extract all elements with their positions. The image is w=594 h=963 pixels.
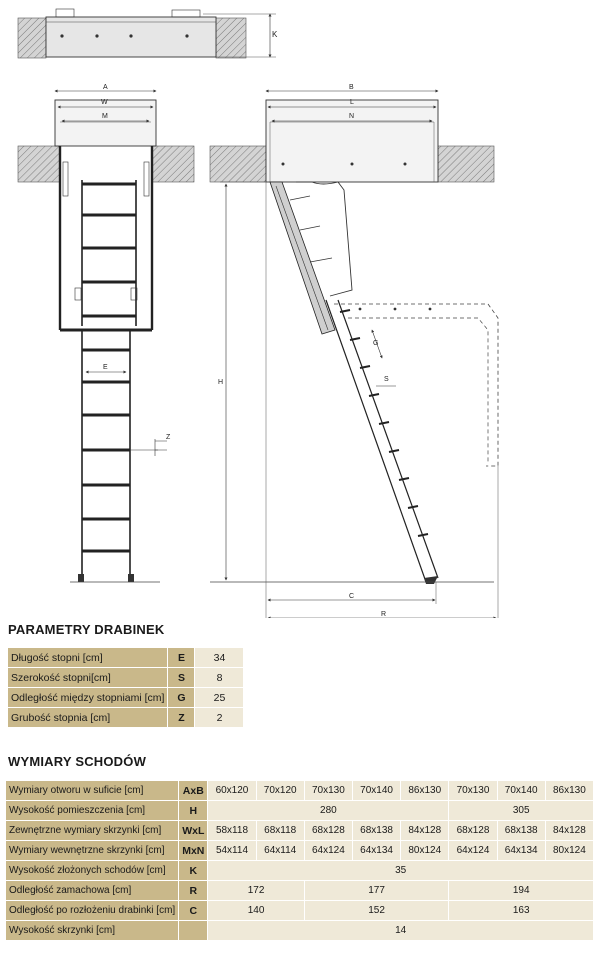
dims-value: 68x128	[304, 821, 352, 841]
dims-label: Wysokość skrzynki [cm]	[6, 921, 179, 941]
dims-value: 64x134	[497, 841, 545, 861]
swing-outline	[334, 304, 498, 466]
size-header-cell: 86x130	[545, 781, 593, 801]
dim-label-c: C	[349, 593, 355, 600]
param-label: Długość stopni [cm]	[8, 648, 168, 668]
param-value: 8	[195, 668, 244, 688]
dims-value: 163	[449, 901, 594, 921]
size-header-cell: 60x120	[208, 781, 256, 801]
dim-label-k: K	[272, 30, 278, 39]
dims-value: 80x124	[545, 841, 593, 861]
table-row	[6, 861, 594, 881]
dims-symbol	[179, 921, 208, 941]
table-row	[6, 881, 594, 901]
dim-label-w: W	[101, 99, 108, 106]
dims-value: 80x124	[401, 841, 449, 861]
dim-label-h: H	[218, 379, 224, 386]
hatch-panel	[270, 182, 335, 334]
dims-value: 68x138	[497, 821, 545, 841]
dims-value: 305	[449, 801, 594, 821]
table-row	[6, 921, 594, 941]
dims-value: 172	[208, 881, 304, 901]
dims-value: 64x114	[256, 841, 304, 861]
dims-value: 84x128	[545, 821, 593, 841]
dims-value: 58x118	[208, 821, 256, 841]
dims-label: Odległość zamachowa [cm]	[6, 881, 179, 901]
dims-value: 68x128	[449, 821, 497, 841]
dims-symbol: WxL	[179, 821, 208, 841]
dim-label-n: N	[349, 113, 355, 120]
dims-value: 84x128	[401, 821, 449, 841]
dims-table	[5, 780, 594, 941]
param-symbol: Z	[168, 708, 195, 728]
param-symbol: E	[168, 648, 195, 668]
dims-symbol: MxN	[179, 841, 208, 861]
dims-section-title: WYMIARY SCHODÓW	[8, 754, 147, 769]
param-symbol: G	[168, 688, 195, 708]
size-header-cell: 70x120	[256, 781, 304, 801]
dims-symbol: H	[179, 801, 208, 821]
table-row	[6, 841, 594, 861]
ceiling-hatch-right	[438, 146, 494, 182]
dims-value: 280	[208, 801, 449, 821]
dim-label-g: G	[373, 340, 379, 347]
dim-label-s: S	[384, 376, 389, 383]
side-view	[210, 84, 498, 618]
dims-value: 140	[208, 901, 304, 921]
dims-value: 64x134	[352, 841, 400, 861]
top-box-view	[18, 9, 278, 58]
param-label: Grubość stopnia [cm]	[8, 708, 168, 728]
dim-label-z: Z	[166, 434, 171, 441]
dims-label: Wysokość pomieszczenia [cm]	[6, 801, 179, 821]
front-view	[18, 84, 194, 582]
table-row	[8, 668, 244, 688]
dims-value: 54x114	[208, 841, 256, 861]
dims-symbol: K	[179, 861, 208, 881]
ceiling-hatch-right	[216, 18, 246, 58]
table-row	[8, 708, 244, 728]
dims-value: 14	[208, 921, 594, 941]
dim-label-m: M	[102, 113, 108, 120]
param-value: 2	[195, 708, 244, 728]
dim-label-r: R	[381, 611, 387, 618]
ceiling-hatch-left	[18, 146, 60, 182]
size-header-cell: 70x140	[497, 781, 545, 801]
dims-symbol: R	[179, 881, 208, 901]
table-row	[8, 688, 244, 708]
params-section-title: PARAMETRY DRABINEK	[8, 622, 165, 637]
dims-label: Wysokość złożonych schodów [cm]	[6, 861, 179, 881]
size-header-cell: 70x130	[304, 781, 352, 801]
size-header-cell: 70x130	[449, 781, 497, 801]
table-row	[8, 648, 244, 668]
dims-value: 194	[449, 881, 594, 901]
size-header-cell: 86x130	[401, 781, 449, 801]
table-row	[6, 821, 594, 841]
dims-symbol: C	[179, 901, 208, 921]
param-label: Odległość między stopniami [cm]	[8, 688, 168, 708]
table-row	[6, 801, 594, 821]
param-value: 34	[195, 648, 244, 668]
table-header-row	[6, 781, 594, 801]
param-symbol: S	[168, 668, 195, 688]
params-table	[7, 647, 244, 728]
dims-label: Wymiary wewnętrzne skrzynki [cm]	[6, 841, 179, 861]
spring-icon	[172, 10, 200, 17]
dims-value: 64x124	[449, 841, 497, 861]
dims-value: 152	[304, 901, 449, 921]
dims-label: Odległość po rozłożeniu drabinki [cm]	[6, 901, 179, 921]
ceiling-hatch-left	[210, 146, 266, 182]
dim-label-b: B	[349, 84, 354, 91]
dims-symbol: AxB	[179, 781, 208, 801]
ceiling-hatch-right	[152, 146, 194, 182]
dims-value: 64x124	[304, 841, 352, 861]
param-value: 25	[195, 688, 244, 708]
hinge-icon	[56, 9, 74, 17]
table-row	[6, 901, 594, 921]
param-label: Szerokość stopni[cm]	[8, 668, 168, 688]
dims-value: 68x138	[352, 821, 400, 841]
dims-label: Wymiary otworu w suficie [cm]	[6, 781, 179, 801]
dim-label-a: A	[103, 84, 108, 91]
dims-value: 68x118	[256, 821, 304, 841]
dim-label-l: L	[350, 99, 354, 106]
size-header-cell: 70x140	[352, 781, 400, 801]
ceiling-hatch-left	[18, 18, 46, 58]
dims-value: 177	[304, 881, 449, 901]
dims-label: Zewnętrzne wymiary skrzynki [cm]	[6, 821, 179, 841]
dims-value: 35	[208, 861, 594, 881]
dim-label-e: E	[103, 364, 108, 371]
